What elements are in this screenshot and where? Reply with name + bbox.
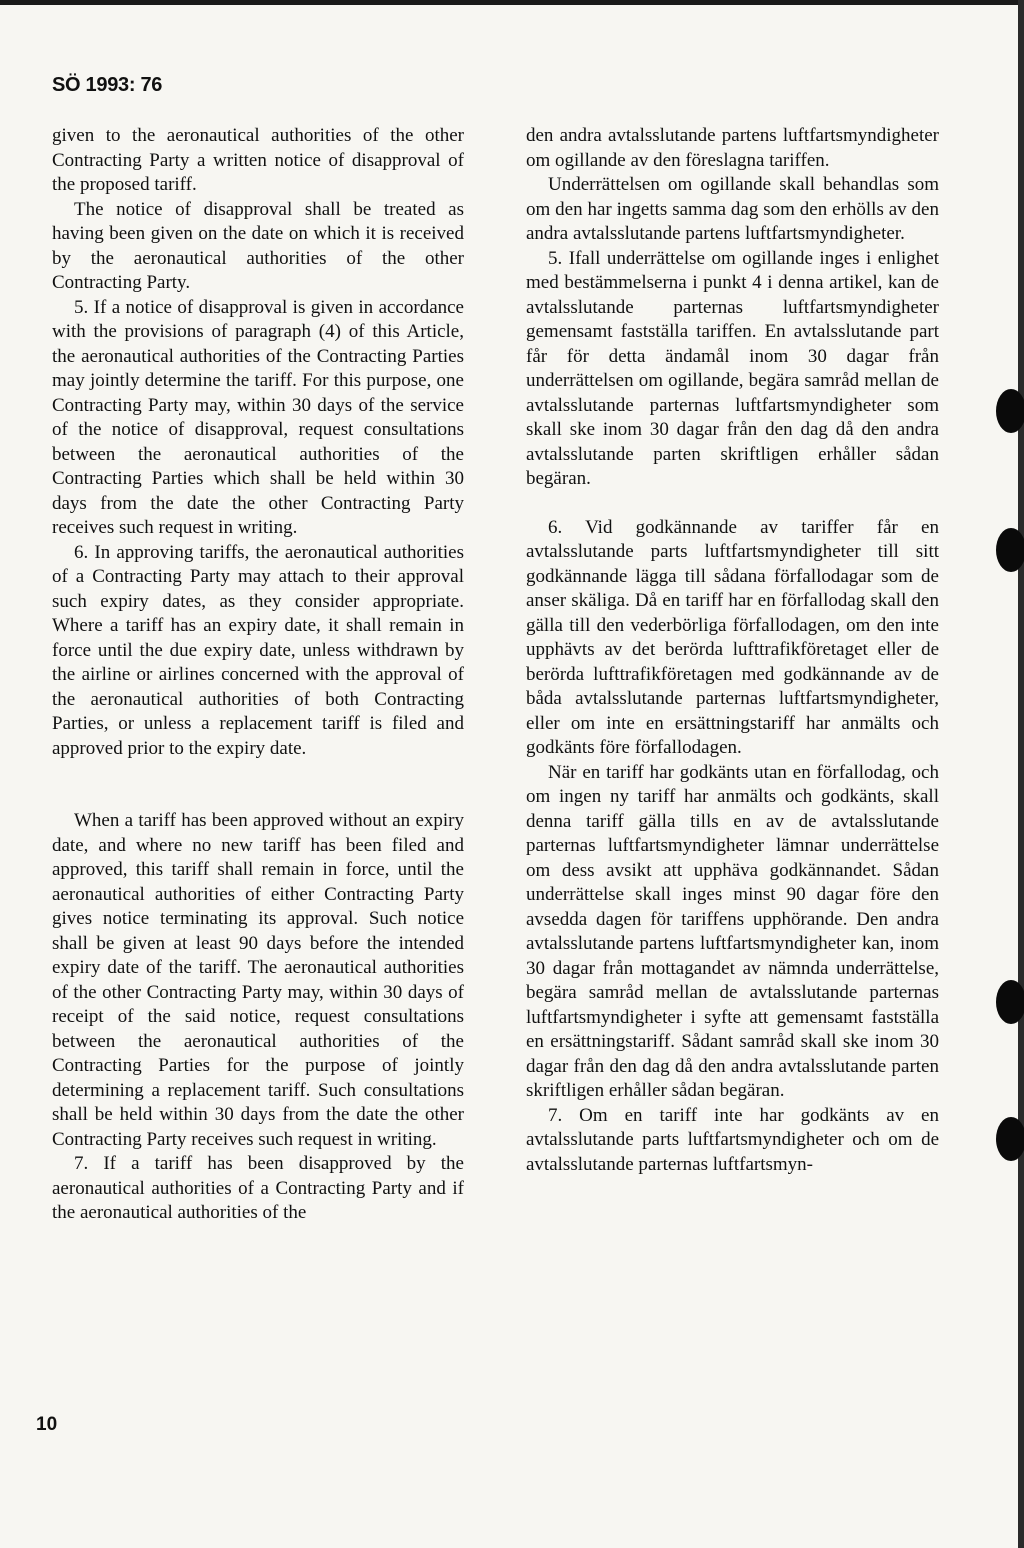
scan-right-border	[1018, 0, 1024, 1548]
punch-hole-icon	[996, 528, 1024, 572]
paragraph: 6. Vid godkännande av tariffer får en avtalsslutande parts luftfartsmyndigheter till sitt godkännande lägga till sådana förfallodagar som de anser skäliga. Då en tariff har en förfallodag skall den gälla till den vederbörliga förfallodagen, om den inte upphävts av det berörda lufttrafikföretaget eller de berörda lufttrafikföretagen med godkännande av de båda avtalsslutande parternas luftfartsmyndigheter, eller om inte en ersättningstariff har anmälts och godkänts före förfallodagen.	[526, 516, 939, 758]
swedish-text-column	[526, 124, 939, 1177]
paragraph: 5. Ifall underrättelse om ogillande inges i enlighet med bestämmelserna i punkt 4 i denna artikel, kan de avtalsslutande parternas luftfartsmyndigheter gemensamt fastställa tariffen. En avtalsslutande part får för detta ändamål inom 30 dagar från underrättelsen om ogillande, begära samråd mellan de avtalsslutande parternas luftfartsmyndigheter som skall ske inom 30 dagar från den dag då den andra avtalsslutande parten skriftligen erhåller sådan begäran.	[526, 247, 939, 489]
paragraph: The notice of disapproval shall be treated as having been given on the date on which it is received by the aeronautical authorities of the other Contracting Party.	[52, 198, 464, 293]
page-number: 10	[36, 1414, 58, 1435]
punch-hole-icon	[996, 980, 1024, 1024]
paragraph: den andra avtalsslutande partens luftfartsmyndigheter om ogillande av den föreslagna tariffen.	[526, 125, 939, 171]
paragraph: 6. In approving tariffs, the aeronautical authorities of a Contracting Party may attach to their approval such expiry dates, as they consider appropriate. Where a tariff has an expiry date, it shall remain in force until the due expiry date, unless withdrawn by the airline or airlines concerned with the approval of the aeronautical authorities of both Contracting Parties, or unless a replacement tariff is filed and approved prior to the expiry date.	[52, 541, 464, 759]
paragraph: Underrättelsen om ogillande skall behandlas som om den har ingetts samma dag som den erhölls av den andra avtalsslutande partens luftfartsmyndigheter.	[526, 174, 939, 244]
punch-hole-icon	[996, 389, 1024, 433]
paragraph: When a tariff has been approved without an expiry date, and where no new tariff has been filed and approved, this tariff shall remain in force, until the aeronautical authorities of either Contracting Party gives notice terminating its approval. Such notice shall be given at least 90 days before the intended expiry date of the tariff. The aeronautical authorities of the other Contracting Party may, within 30 days of receipt of the said notice, request consultations between the aeronautical authorities of the Contracting Parties for the purpose of jointly determining a replacement tariff. Such consultations shall be held within 30 days from the date the other Contracting Party receives such request in writing.	[52, 810, 464, 1150]
paragraph: När en tariff har godkänts utan en förfallodag, och om ingen ny tariff har anmälts och godkänts, skall denna tariff gälla tills en av de avtalsslutande parternas luftfartsmyndigheter lämnar underrättelse om dess avsikt att upphäva godkännandet. Sådan underrättelse skall inges minst 90 dagar före den avsedda dagen för tariffens upphörande. Den andra avtalsslutande partens luftfartsmyndigheter kan, inom 30 dagar från mottagandet av nämnda underrättelse, begära samråd mellan de avtalsslutande parternas luftfartsmyndigheter i syfte att gemensamt fastställa en ersättningstariff. Sådant samråd skall ske inom 30 dagar från den dag då den andra avtalsslutande parten skriftligen erhåller sådan begäran.	[526, 761, 939, 1101]
paragraph: given to the aeronautical authorities of the other Contracting Party a written notice of disapproval of the proposed tariff.	[52, 125, 464, 195]
paragraph-gap	[526, 492, 939, 516]
document-reference: SÖ 1993: 76	[52, 74, 163, 96]
paragraph: 7. Om en tariff inte har godkänts av en avtalsslutande parts luftfartsmyndigheter och om de avtalsslutande parternas luftfartsmyn-	[526, 1104, 939, 1175]
paragraph: 5. If a notice of disapproval is given in accordance with the provisions of paragraph (4) of this Article, the aeronautical authorities of the Contracting Parties may jointly determine the tariff. For this purpose, one Contracting Party may, within 30 days of the service of the notice of disapproval, request consultations between the aeronautical authorities of the Contracting Parties which shall be held within 30 days from the date the other Contracting Party receives such request in writing.	[52, 296, 464, 538]
english-text-column	[52, 124, 464, 1226]
punch-hole-icon	[996, 1117, 1024, 1161]
scan-top-border	[0, 0, 1024, 5]
paragraph: 7. If a tariff has been disapproved by the aeronautical authorities of a Contracting Party and if the aeronautical authorities of the	[52, 1153, 464, 1223]
paragraph-gap	[52, 761, 464, 809]
